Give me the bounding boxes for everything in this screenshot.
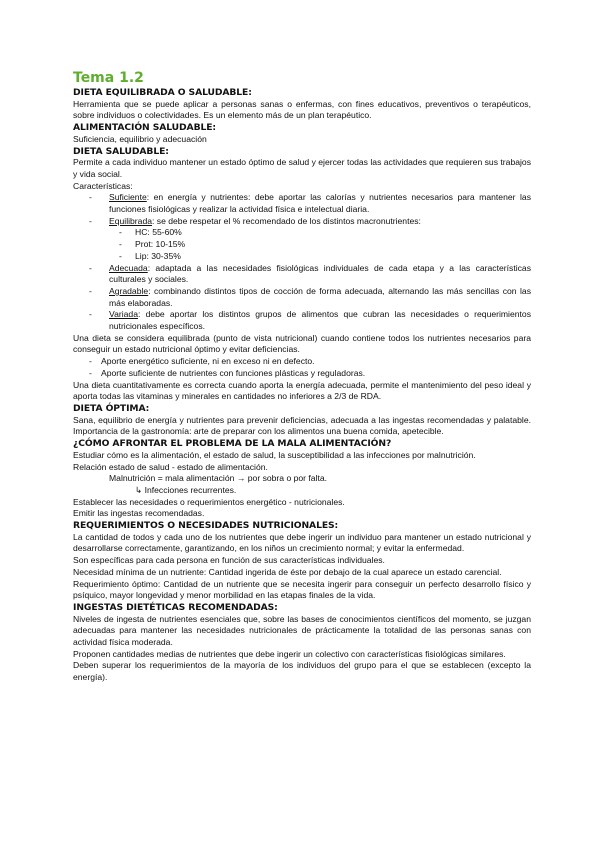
document-page xyxy=(73,70,531,684)
term-text: : combinando distintos tipos de cocción de forma adecuada, alternando las más sencillas con las más elaboradas. xyxy=(109,285,531,308)
term-text: : en energía y nutrientes: debe aportar las calorías y nutrientes necesarios para mantener las funciones fisiológicas y realizar la actividad física e intelectual diaria. xyxy=(109,192,531,215)
paragraph: Proponen cantidades medias de nutrientes que debe ingerir un colectivo con características fisiológicas similares. xyxy=(73,648,506,659)
heading-dieta-equilibrada: DIETA EQUILIBRADA O SALUDABLE: xyxy=(73,87,252,98)
term-text: : se debe respetar el % recomendado de los distintos macronutrientes: xyxy=(152,215,421,226)
term: Variada xyxy=(109,309,138,320)
paragraph: ↳ Infecciones recurrentes. xyxy=(135,484,237,495)
paragraph: Una dieta cuantitativamente es correcta cuando aporta la energía adecuada, permite el mantenimiento del peso ideal y aporta todas las vitaminas y minerales en cantidades no inferiores a 2/3 de RDA. xyxy=(73,379,531,402)
term-text: : debe aportar los distintos grupos de alimentos que cubran las necesidades o requerimientos nutricionales específicos. xyxy=(109,309,531,332)
term: Agradable xyxy=(109,285,149,296)
characteristics-label: Características: xyxy=(73,180,133,191)
list-item: - Aporte energético suficiente, ni en exceso ni en defecto. xyxy=(101,356,531,368)
paragraph: Relación estado de salud - estado de alimentación. xyxy=(73,461,268,472)
paragraph: Deben superar los requerimientos de la mayoría de los individuos del grupo para el que se establecen (excepto la energía). xyxy=(73,660,531,683)
list-item xyxy=(109,216,531,263)
list-item: - HC: 55-60% xyxy=(135,227,531,239)
list-item: - Aporte suficiente de nutrientes con funciones plásticas y reguladoras. xyxy=(101,368,531,380)
paragraph: Estudiar cómo es la alimentación, el estado de salud, la susceptibilidad a las infecciones por malnutrición. xyxy=(73,449,476,460)
list-item xyxy=(109,263,531,286)
list-item xyxy=(109,309,531,332)
term: Suficiente xyxy=(109,192,147,203)
macros-list xyxy=(109,227,531,262)
paragraph: Niveles de ingesta de nutrientes esenciales que, sobre las bases de conocimientos científicos del momento, se juzgan adecuadas para mantener las necesidades nutricionales de prácticamente la totalidad de las personas sanas con actividad física moderada. xyxy=(73,613,531,648)
list-item xyxy=(109,286,531,309)
paragraph: Suficiencia, equilibrio y adecuación xyxy=(73,133,207,144)
paragraph: Una dieta se considera equilibrada (punto de vista nutricional) cuando contiene todos los nutrientes necesarios para conseguir un estado nutricional óptimo y evitar deficiencias. xyxy=(73,332,531,355)
list xyxy=(73,356,531,379)
heading-dieta-saludable: DIETA SALUDABLE: xyxy=(73,145,169,157)
heading-mala-alimentacion: ¿CÓMO AFRONTAR EL PROBLEMA DE LA MALA ALIMENTACIÓN? xyxy=(73,438,392,450)
paragraph: Malnutrición = mala alimentación → por sobra o por falta. xyxy=(109,473,328,484)
list-item xyxy=(109,192,531,215)
heading-ingestas-recomendadas: INGESTAS DIETÉTICAS RECOMENDADAS: xyxy=(73,601,278,613)
paragraph: Emitir las ingestas recomendadas. xyxy=(73,508,205,519)
list-item: - Lip: 30-35% xyxy=(135,251,531,263)
term-text: : adaptada a las necesidades fisiológicas individuales de cada etapa y a las características culturales y sociales. xyxy=(109,262,531,285)
paragraph: Requerimiento óptimo: Cantidad de un nutriente que se necesita ingerir para conseguir un perfecto desarrollo físico y psíquico, mayor longevidad y menor morbilidad en las etapas finales de la vida. xyxy=(73,578,531,601)
page-title: Tema 1.2 xyxy=(73,70,144,86)
paragraph: Necesidad mínima de un nutriente: Cantidad ingerida de éste por debajo de la cual aparece un estado carencial. xyxy=(73,566,502,577)
heading-alimentacion-saludable: ALIMENTACIÓN SALUDABLE: xyxy=(73,122,216,134)
list-item: - Prot: 10-15% xyxy=(135,239,531,251)
paragraph: Sana, equilibrio de energía y nutrientes para prevenir deficiencias, adecuada a las ingestas recomendadas y palatable. Importancia de la gastronomía: arte de preparar con los alimentos una buena comida, apetecible. xyxy=(73,414,531,437)
paragraph: Herramienta que se puede aplicar a personas sanas o enfermas, con fines educativos, preventivos o terapéuticos, sobre individuos o colectividades. Es un elemento más de un plan terapéutico. xyxy=(73,98,531,121)
heading-dieta-optima: DIETA ÓPTIMA: xyxy=(73,402,150,414)
characteristics-list xyxy=(73,192,531,332)
paragraph: Establecer las necesidades o requerimientos energético - nutricionales. xyxy=(73,496,345,507)
term: Equilibrada xyxy=(109,215,152,226)
paragraph: Son específicas para cada persona en función de sus características individuales. xyxy=(73,555,385,566)
heading-requerimientos: REQUERIMIENTOS O NECESIDADES NUTRICIONALES: xyxy=(73,520,339,532)
term: Adecuada xyxy=(109,262,148,273)
paragraph: La cantidad de todos y cada uno de los nutrientes que debe ingerir un individuo para mantener un estado nutricional y desarrollarse correctamente, garantizando, en los niños un crecimiento normal; y evitar la enfermedad. xyxy=(73,531,531,554)
paragraph: Permite a cada individuo mantener un estado óptimo de salud y ejercer todas las actividades que requieren sus trabajos y vida social. xyxy=(73,157,531,179)
